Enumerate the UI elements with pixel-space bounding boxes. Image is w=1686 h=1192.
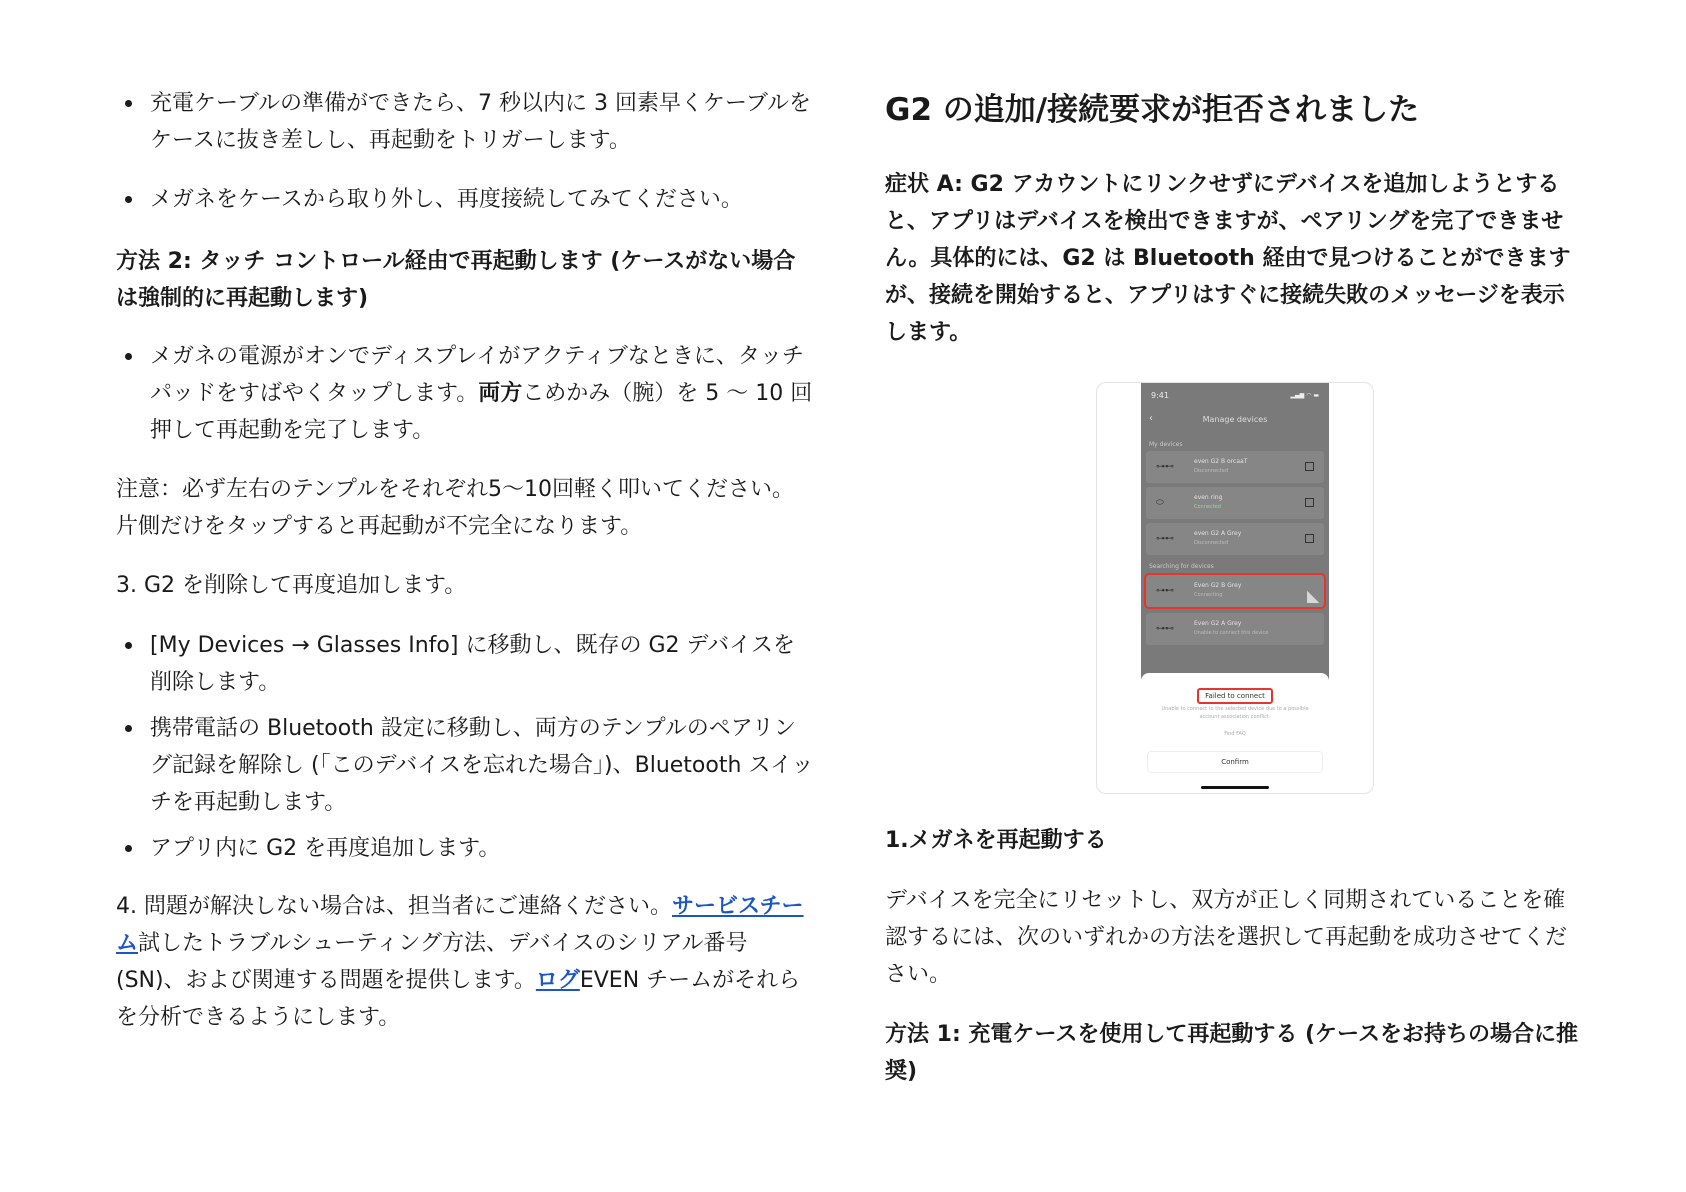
step4-text-part: EVEN チームがそれらを分析できるようにします。: [116, 968, 801, 1030]
glasses-icon: ⊶⊷: [1156, 586, 1174, 596]
list-item: [My Devices → Glasses Info] に移動し、既存の G2 デバイスを削除します。: [116, 627, 814, 701]
device-row: [1146, 451, 1324, 483]
back-chevron-icon: ‹: [1149, 413, 1153, 424]
remove-readd-list: [116, 627, 814, 701]
glasses-icon: ⊶⊷: [1156, 624, 1174, 634]
restart-steps-list: [116, 85, 814, 159]
method2-heading: 方法 2: タッチ コントロール経由で再起動します (ケースがない場合は強制的に再起動します): [116, 249, 796, 311]
failure-message: Unable to connect to the selected device due to a possible account association conflict.: [1161, 706, 1309, 720]
service-team-link[interactable]: サービスチーム: [116, 894, 804, 956]
step4-text: [116, 888, 814, 1036]
home-indicator: [1201, 786, 1269, 789]
remove-readd-list-2: [116, 710, 814, 821]
device-row: [1146, 613, 1324, 645]
device-status: Connecting: [1194, 592, 1223, 598]
faq-link[interactable]: Find FAQ: [1224, 731, 1246, 737]
device-row: [1146, 487, 1324, 519]
device-status: Disconnected: [1194, 540, 1229, 546]
device-row-highlighted: [1146, 575, 1324, 607]
phone-screen: [1141, 383, 1329, 793]
note-text: 注意：必ず左右のテンプルをそれぞれ5〜10回軽く叩いてください。片側だけをタップすると再起動が不完全になります。: [116, 477, 795, 539]
loading-icon: ◣: [1307, 586, 1320, 605]
failed-to-connect-title: [1141, 683, 1329, 704]
log-link[interactable]: ログ: [535, 968, 580, 993]
status-time: 9:41: [1151, 391, 1169, 400]
device-name: even G2 A Grey: [1194, 530, 1242, 537]
list-item: メガネをケースから取り外し、再度接続してみてください。: [116, 181, 814, 218]
device-status: Disconnected: [1194, 468, 1229, 474]
device-name: Even G2 A Grey: [1194, 620, 1242, 627]
confirm-button[interactable]: Confirm: [1147, 751, 1323, 773]
list-item: アプリ内に G2 を再度追加します。: [116, 830, 814, 867]
bullet-text: こめかみ（腕）を 5 〜 10 回押して再起動を完了します。: [150, 381, 813, 443]
glasses-icon: ⊶⊷: [1156, 462, 1174, 472]
checkbox-icon: [1305, 462, 1314, 471]
device-status: Unable to connect this device: [1194, 630, 1269, 636]
step3-text: 3. G2 を削除して再度追加します。: [116, 573, 467, 598]
list-item: [116, 338, 814, 449]
symptom-text: 症状 A: G2 アカウントにリンクせずにデバイスを追加しようとすると、アプリはデバイスを検出できますが、ペアリングを完了できません。具体的には、G2 は Bluetooth 経由で見つけることができますが、接続を開始すると、アプリはすぐに接続失敗のメッセージを表示します。: [885, 172, 1571, 345]
app-screenshot: [1096, 382, 1374, 794]
nav-title: Manage devices: [1202, 415, 1268, 424]
checkbox-icon: [1305, 534, 1314, 543]
bullet-bold-text: 両方: [478, 381, 523, 406]
device-row: [1146, 523, 1324, 555]
glasses-icon: ⊶⊷: [1156, 534, 1174, 544]
step1-heading: 1.メガネを再起動する: [885, 828, 1107, 853]
failed-to-connect-label: Failed to connect: [1197, 688, 1273, 704]
remove-readd-list-3: [116, 830, 814, 867]
list-item: 充電ケーブルの準備ができたら、7 秒以内に 3 回素早くケーブルをケースに抜き差しし、再起動をトリガーします。: [116, 85, 814, 159]
ring-icon: ⬭: [1156, 498, 1164, 508]
step4-text-part: 試したトラブルシューティング方法、デバイスのシリアル番号 (SN)、および関連する問題を提供します。: [116, 931, 748, 993]
checkbox-icon: [1305, 498, 1314, 507]
device-name: even ring: [1194, 494, 1223, 501]
section-title: G2 の追加/接続要求が拒否されました: [885, 92, 1420, 128]
device-name: even G2 B orcaaT: [1194, 458, 1248, 465]
step1-body: デバイスを完全にリセットし、双方が正しく同期されていることを確認するには、次のいずれかの方法を選択して再起動を成功させてください。: [885, 888, 1568, 987]
touch-restart-list: [116, 338, 814, 449]
list-item: 携帯電話の Bluetooth 設定に移動し、両方のテンプルのペアリング記録を解除し (「このデバイスを忘れた場合」)、Bluetooth スイッチを再起動します。: [116, 710, 814, 821]
failure-sheet: [1141, 673, 1329, 793]
signal-wifi-battery-icon: ▂▄▆ ◠ ▬: [1290, 392, 1319, 399]
bullet-text: メガネの電源がオンでディスプレイがアクティブなときに、タッチパッドをすばやくタップします。: [150, 344, 804, 406]
searching-label: Searching for devices: [1149, 563, 1214, 570]
device-name: Even G2 B Grey: [1194, 582, 1242, 589]
my-devices-label: My devices: [1149, 441, 1183, 448]
restart-steps-list-2: [116, 181, 814, 218]
device-status: Connected: [1194, 504, 1221, 510]
method1-heading: 方法 1: 充電ケースを使用して再起動する (ケースをお持ちの場合に推奨): [885, 1022, 1578, 1084]
step4-text-part: 4. 問題が解決しない場合は、担当者にご連絡ください。: [116, 894, 672, 919]
